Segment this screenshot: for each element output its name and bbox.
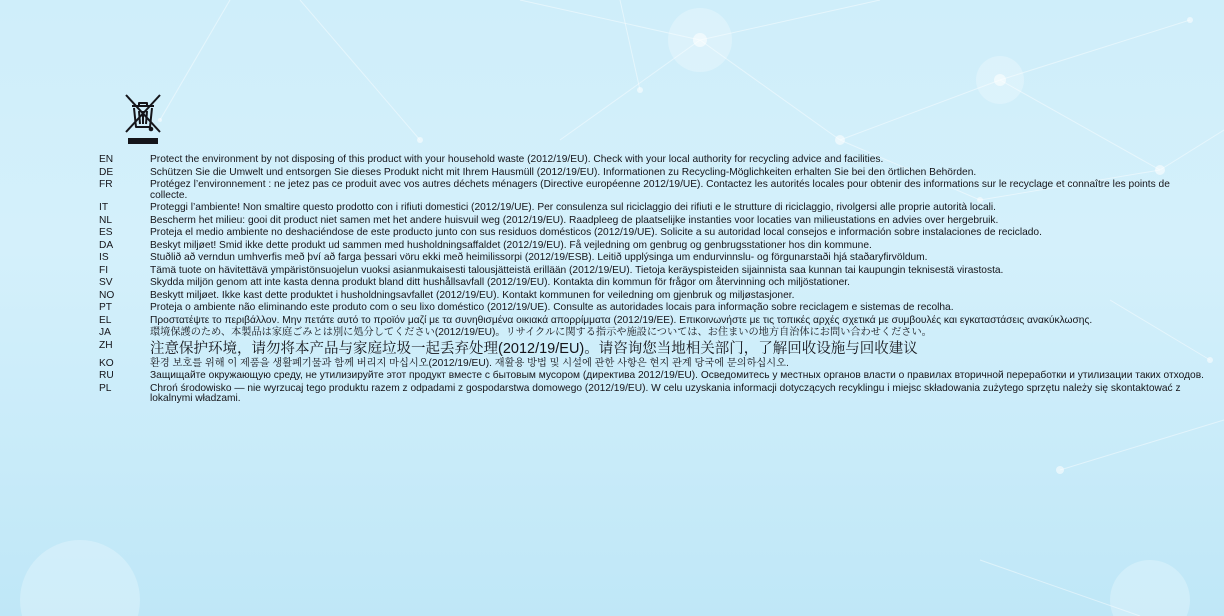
notice-text: 注意保护环境，请勿将本产品与家庭垃圾一起丢弃处理(2012/19/EU)。请咨询您当地相关部门，了解回收设施与回收建议 [150, 340, 918, 357]
notice-text: Tämä tuote on hävitettävä ympäristönsuojelun vuoksi asianmukaisesti talousjätteistä erillään (2012/19/EU). Tietoja keräyspisteiden sijainnista saa kunnan tai kaupungin teknisestä virastosta. [150, 264, 1004, 276]
notice-text: Skydda miljön genom att inte kasta denna produkt bland ditt hushållsavfall (2012/19/EU). Kontakta din kommun för frågor om återvinning och miljöstationer. [150, 277, 850, 289]
notice-row-nl [99, 216, 1209, 227]
language-code: FI [99, 264, 109, 276]
language-code: IT [99, 202, 109, 214]
notice-row-da [99, 241, 1209, 252]
notice-text: Beskyt miljøet! Smid ikke dette produkt ud sammen med husholdningsaffaldet (2012/19/EU). Få vejledning om genbrug og genbrugsstationer hos din kommune. [150, 239, 872, 251]
language-code: EN [99, 154, 114, 165]
language-code: FR [99, 179, 113, 190]
notice-row-en [99, 155, 1209, 166]
language-code: NL [99, 214, 113, 226]
notice-text: Schützen Sie die Umwelt und entsorgen Sie dieses Produkt nicht mit Ihrem Hausmüll (2012/19/EU). Informationen zu Recycling-Möglichkeiten erhalten Sie bei den örtlichen Behörden. [150, 166, 977, 178]
notice-row-fr [99, 180, 1209, 202]
notice-row-pl [99, 384, 1209, 406]
notice-text: Προστατέψτε το περιβάλλον. Μην πετάτε αυτό το προϊόν μαζί με τα συνηθισμένα οικιακά απορρίμματα (2012/19/ΕΕ). Επικοινωνήστε με τις τοπικές αρχές σχετικά με συμβουλές και εγκαταστάσεις ανακύκλωσης. [150, 314, 1093, 326]
notice-row-es [99, 228, 1209, 239]
notice-text: Bescherm het milieu: gooi dit product niet samen met het andere huisvuil weg (2012/19/EU). Raadpleeg de plaatselijke instanties voor locaties van milieustations en advies over hergebruik. [150, 214, 999, 226]
notice-text: 환경 보호를 위해 이 제품을 생활폐기물과 함께 버리지 마십시오(2012/19/EU). 재활용 방법 및 시설에 관한 사항은 현지 관계 당국에 문의하십시오. [150, 357, 789, 369]
language-code: DA [99, 239, 114, 251]
notice-row-ru [99, 371, 1209, 382]
language-code: EL [99, 314, 112, 326]
notice-row-fi [99, 266, 1209, 277]
notice-text: Protect the environment by not disposing of this product with your household waste (2012/19/EU). Check with your local authority for recycling advice and facilities. [150, 154, 884, 165]
notice-row-is [99, 253, 1209, 264]
language-code: DE [99, 166, 114, 178]
notice-row-ja [99, 328, 1209, 339]
notice-row-it [99, 203, 1209, 214]
language-code: JA [99, 327, 111, 339]
language-code: PL [99, 382, 112, 394]
language-code: SV [99, 277, 113, 289]
notice-text: 環境保護のため、本製品は家庭ごみとは別に処分してください(2012/19/EU)。リサイクルに関する指示や施設については、お住まいの地方自治体にお問い合わせください。 [150, 327, 932, 339]
notice-row-de [99, 168, 1209, 179]
weee-notice-list [99, 155, 1209, 407]
notice-row-zh [99, 341, 1209, 357]
notice-row-el [99, 316, 1209, 327]
notice-text: Stuðlið að verndun umhverfis með því að farga þessari vöru ekki með heimilissorpi (2012/19/ESB). Leitið upplýsinga um endurvinnslu- og förgunarstaði hjá staðaryfirvöldum. [150, 252, 928, 264]
notice-row-no [99, 291, 1209, 302]
language-code: KO [99, 357, 114, 369]
notice-text: Proteggi l’ambiente! Non smaltire questo prodotto con i rifiuti domestici (2012/19/UE). Per consulenza sul riciclaggio dei rifiuti e le strutture di riciclaggio, rivolgersi alle proprie autorità locali. [150, 202, 996, 214]
language-code: PT [99, 302, 113, 314]
weee-bin-icon [124, 92, 162, 146]
notice-text: Chroń środowisko — nie wyrzucaj tego produktu razem z odpadami z gospodarstwa domowego (2012/19/EU). W celu uzyskania informacji dotyczących recyklingu i miejsc składowania zużytego sprzętu należy się skontaktować z lokalnymi władzami. [150, 382, 1181, 405]
language-code: ZH [99, 339, 113, 351]
language-code: IS [99, 252, 109, 264]
language-code: NO [99, 289, 115, 301]
notice-row-ko [99, 359, 1209, 370]
notice-text: Защищайте окружающую среду, не утилизируйте этот продукт вместе с бытовым мусором (директива 2012/19/EU). Осведомитесь у местных органов власти о правилах вторичной переработки и утилизации таких отходов. [150, 370, 1204, 381]
language-code: RU [99, 370, 114, 381]
notice-text: Proteja el medio ambiente no deshaciéndose de este producto junto con sus residuos domésticos (2012/19/UE). Solicite a su autoridad local consejos e información sobre instalaciones de reciclado. [150, 227, 1042, 239]
language-code: ES [99, 227, 113, 239]
notice-text: Beskytt miljøet. Ikke kast dette produktet i husholdningsavfallet (2012/19/EU). Kontakt kommunen for veiledning om gjenbruk og miljøstasjoner. [150, 289, 795, 301]
notice-text: Proteja o ambiente não eliminando este produto com o seu lixo doméstico (2012/19/UE). Consulte as autoridades locais para informação sobre reciclagem e sistemas de recolha. [150, 302, 954, 314]
notice-row-sv [99, 278, 1209, 289]
notice-row-pt [99, 303, 1209, 314]
notice-text: Protégez l’environnement : ne jetez pas ce produit avec vos autres déchets ménagers (Directive européenne 2012/19/UE). Contactez les autorités locales pour obtenir des informations sur le recyclage et connaître les points de collecte. [150, 179, 1170, 201]
